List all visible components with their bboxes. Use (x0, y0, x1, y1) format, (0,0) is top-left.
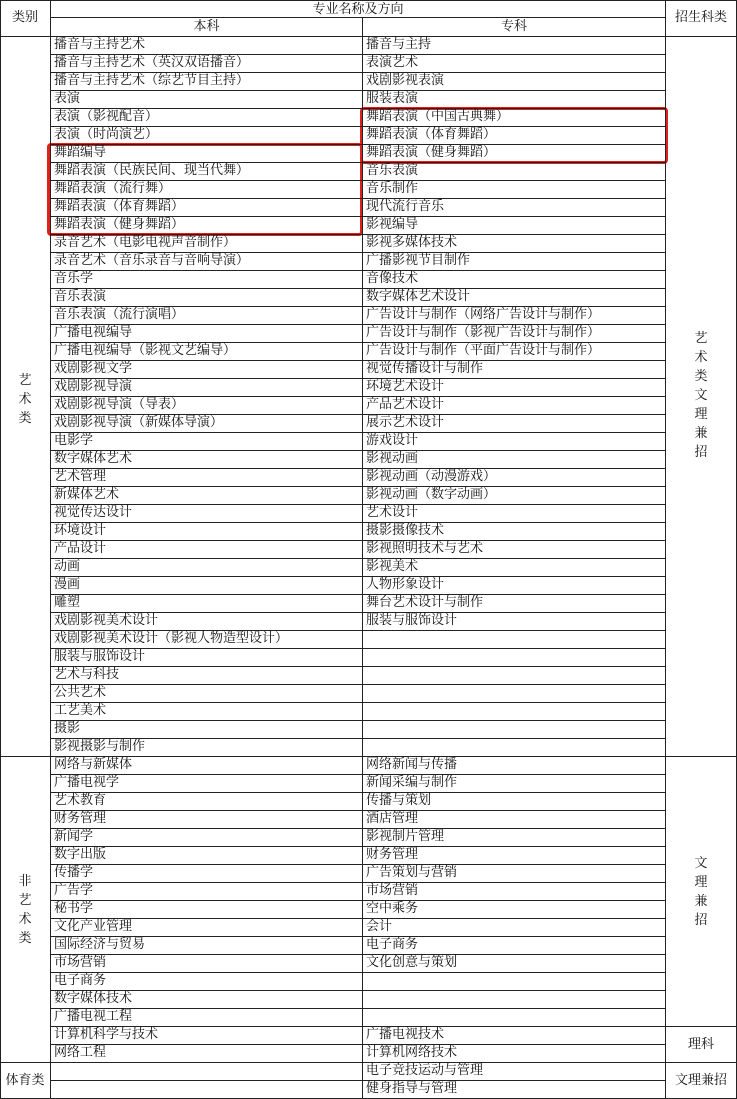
header-major-group: 专业名称及方向 (312, 2, 404, 17)
header-admission: 招生科类 (674, 10, 727, 25)
grid-hline (363, 288, 665, 289)
vocational-major-row: 广告设计与制作（影视广告设计与制作） (366, 325, 601, 340)
vocational-major-row: 广告策划与营销 (366, 865, 458, 880)
grid-hline (363, 108, 665, 109)
vocational-major-row: 音像技术 (366, 271, 419, 286)
grid-hline (51, 504, 362, 505)
undergrad-major-row: 广告学 (54, 883, 94, 898)
undergrad-major-row: 音乐表演 (54, 289, 107, 304)
grid-hline (51, 720, 362, 721)
undergrad-major-row: 表演（时尚演艺） (54, 127, 159, 142)
grid-hline (363, 540, 665, 541)
vocational-major-row: 艺术设计 (366, 505, 419, 520)
grid-hline (363, 324, 665, 325)
grid-hline (363, 72, 665, 73)
vocational-major-row: 产品艺术设计 (366, 397, 445, 412)
grid-hline (363, 54, 665, 55)
vocational-major-row: 服装与服饰设计 (366, 613, 458, 628)
undergrad-major-row: 视觉传达设计 (54, 505, 133, 520)
vocational-major-row: 文化创意与策划 (366, 955, 458, 970)
vocational-major-row: 舞蹈表演（中国古典舞） (366, 109, 510, 124)
grid-hline (363, 954, 665, 955)
grid-hline (363, 648, 665, 649)
undergrad-major-row: 广播电视学 (54, 775, 120, 790)
grid-hline (363, 468, 665, 469)
undergrad-major-row: 播音与主持艺术（综艺节目主持） (54, 73, 250, 88)
undergrad-major-row: 传播学 (54, 865, 94, 880)
grid-hline (363, 684, 665, 685)
grid-vline (665, 0, 666, 1098)
admission-art: 艺术类文理兼招 (694, 331, 708, 460)
grid-hline (363, 144, 665, 145)
vocational-major-row: 影视制片管理 (366, 829, 445, 844)
grid-hline (51, 1062, 362, 1063)
grid-hline (51, 90, 362, 91)
vocational-major-row: 广告设计与制作（网络广告设计与制作） (366, 307, 601, 322)
grid-hline (363, 792, 665, 793)
grid-hline (51, 738, 362, 739)
vocational-major-row: 视觉传播设计与制作 (366, 361, 484, 376)
grid-hline (363, 126, 665, 127)
grid-hline (363, 666, 665, 667)
grid-hline (51, 270, 362, 271)
grid-hline (363, 594, 665, 595)
undergrad-major-row: 电影学 (54, 433, 94, 448)
undergrad-major-row: 雕塑 (54, 595, 81, 610)
vocational-major-row: 服装表演 (366, 91, 419, 106)
grid-hline (363, 216, 665, 217)
grid-hline (51, 468, 362, 469)
grid-hline (363, 864, 665, 865)
vocational-major-row: 影视多媒体技术 (366, 235, 458, 250)
undergrad-major-row: 新闻学 (54, 829, 94, 844)
undergrad-major-row: 产品设计 (54, 541, 107, 556)
grid-hline (51, 900, 362, 901)
undergrad-major-row: 摄影 (54, 721, 81, 736)
grid-hline (51, 252, 362, 253)
undergrad-major-row: 工艺美术 (54, 703, 107, 718)
grid-hline (363, 1062, 665, 1063)
grid-hline (51, 234, 362, 235)
undergrad-major-row: 舞蹈表演（体育舞蹈） (54, 199, 185, 214)
grid-hline (51, 666, 362, 667)
undergrad-major-row: 数字出版 (54, 847, 107, 862)
grid-hline (665, 1062, 737, 1063)
grid-hline (363, 756, 665, 757)
grid-hline (51, 414, 362, 415)
undergrad-major-row: 数字媒体艺术 (54, 451, 133, 466)
grid-hline (51, 17, 665, 18)
grid-hline (51, 972, 362, 973)
grid-hline (363, 810, 665, 811)
vocational-major-row: 影视动画（数字动画） (366, 487, 497, 502)
grid-hline (363, 972, 665, 973)
vocational-major-row: 游戏设计 (366, 433, 419, 448)
grid-hline (51, 846, 362, 847)
category-sports: 体育类 (5, 1073, 45, 1088)
undergrad-major-row: 戏剧影视文学 (54, 361, 133, 376)
vocational-major-row: 影视美术 (366, 559, 419, 574)
vocational-major-row: 影视动画 (366, 451, 419, 466)
grid-hline (51, 864, 362, 865)
grid-hline (51, 432, 362, 433)
undergrad-major-row: 影视摄影与制作 (54, 739, 146, 754)
undergrad-major-row: 音乐学 (54, 271, 94, 286)
grid-hline (51, 288, 362, 289)
grid-hline (363, 486, 665, 487)
undergrad-major-row: 戏剧影视导演 (54, 379, 133, 394)
vocational-major-row: 计算机网络技术 (366, 1045, 458, 1060)
undergrad-major-row: 公共艺术 (54, 685, 107, 700)
undergrad-major-row: 戏剧影视美术设计 (54, 613, 159, 628)
undergrad-major-row: 艺术与科技 (54, 667, 120, 682)
grid-hline (51, 144, 362, 145)
grid-hline (51, 936, 362, 937)
undergrad-major-row: 艺术教育 (54, 793, 107, 808)
grid-hline (363, 630, 665, 631)
grid-hline (51, 1044, 362, 1045)
header-category: 类别 (11, 10, 38, 25)
grid-hline (51, 180, 362, 181)
admission-non-art: 文理兼招 (694, 856, 708, 928)
grid-hline (0, 0, 737, 1)
undergrad-major-row: 舞蹈表演（流行舞） (54, 181, 172, 196)
header-undergrad: 本科 (193, 19, 220, 34)
grid-hline (363, 558, 665, 559)
grid-hline (51, 306, 362, 307)
undergrad-major-row: 广播电视编导 (54, 325, 133, 340)
grid-vline (0, 0, 1, 1098)
grid-hline (363, 180, 665, 181)
grid-hline (0, 1062, 51, 1063)
grid-hline (51, 576, 362, 577)
vocational-major-row: 广播影视节目制作 (366, 253, 471, 268)
grid-hline (363, 720, 665, 721)
grid-hline (51, 324, 362, 325)
grid-hline (51, 630, 362, 631)
vocational-major-row: 电子竞技运动与管理 (366, 1063, 484, 1078)
grid-hline (51, 486, 362, 487)
undergrad-major-row: 音乐表演（流行演唱） (54, 307, 185, 322)
grid-hline (51, 702, 362, 703)
grid-hline (51, 450, 362, 451)
grid-hline (51, 162, 362, 163)
grid-hline (51, 360, 362, 361)
admission-sports: 文理兼招 (674, 1073, 727, 1088)
vocational-major-row: 展示艺术设计 (366, 415, 445, 430)
grid-hline (363, 342, 665, 343)
vocational-major-row: 数字媒体艺术设计 (366, 289, 471, 304)
undergrad-major-row: 市场营销 (54, 955, 107, 970)
vocational-major-row: 音乐制作 (366, 181, 419, 196)
vocational-major-row: 音乐表演 (366, 163, 419, 178)
admission-science: 理科 (687, 1037, 714, 1052)
grid-hline (51, 342, 362, 343)
vocational-major-row: 传播与策划 (366, 793, 432, 808)
undergrad-major-row: 财务管理 (54, 811, 107, 826)
grid-hline (363, 414, 665, 415)
undergrad-major-row: 舞蹈编导 (54, 145, 107, 160)
category-non-art: 非艺术类 (18, 874, 32, 946)
grid-hline (363, 504, 665, 505)
undergrad-major-row: 戏剧影视美术设计（影视人物造型设计） (54, 631, 289, 646)
grid-hline (363, 450, 665, 451)
grid-hline (363, 522, 665, 523)
grid-hline (363, 900, 665, 901)
grid-hline (0, 36, 737, 37)
grid-hline (363, 882, 665, 883)
vocational-major-row: 现代流行音乐 (366, 199, 445, 214)
grid-hline (665, 1026, 737, 1027)
grid-hline (51, 684, 362, 685)
undergrad-major-row: 服装与服饰设计 (54, 649, 146, 664)
vocational-major-row: 健身指导与管理 (366, 1081, 458, 1096)
grid-hline (51, 54, 362, 55)
grid-hline (51, 828, 362, 829)
grid-hline (51, 792, 362, 793)
vocational-major-row: 会计 (366, 919, 393, 934)
grid-hline (51, 216, 362, 217)
undergrad-major-row: 计算机科学与技术 (54, 1027, 159, 1042)
grid-hline (665, 756, 737, 757)
grid-hline (51, 918, 362, 919)
grid-hline (363, 612, 665, 613)
grid-hline (51, 954, 362, 955)
grid-hline (363, 1044, 665, 1045)
vocational-major-row: 人物形象设计 (366, 577, 445, 592)
grid-hline (51, 1026, 362, 1027)
grid-hline (363, 774, 665, 775)
undergrad-major-row: 录音艺术（音乐录音与音响导演） (54, 253, 250, 268)
grid-hline (363, 234, 665, 235)
undergrad-major-row: 戏剧影视导演（新媒体导演） (54, 415, 224, 430)
vocational-major-row: 舞蹈表演（体育舞蹈） (366, 127, 497, 142)
grid-hline (51, 558, 362, 559)
grid-hline (51, 882, 362, 883)
grid-hline (363, 1026, 665, 1027)
undergrad-major-row: 数字媒体技术 (54, 991, 133, 1006)
undergrad-major-row: 广播电视工程 (54, 1009, 133, 1024)
vocational-major-row: 影视编导 (366, 217, 419, 232)
undergrad-major-row: 播音与主持艺术 (54, 37, 146, 52)
vocational-major-row: 广播电视技术 (366, 1027, 445, 1042)
grid-hline (51, 108, 362, 109)
grid-hline (363, 162, 665, 163)
undergrad-major-row: 新媒体艺术 (54, 487, 120, 502)
vocational-major-row: 表演艺术 (366, 55, 419, 70)
grid-hline (51, 990, 362, 991)
vocational-major-row: 摄影摄像技术 (366, 523, 445, 538)
grid-hline (363, 378, 665, 379)
undergrad-major-row: 舞蹈表演（健身舞蹈） (54, 217, 185, 232)
vocational-major-row: 环境艺术设计 (366, 379, 445, 394)
header-vocational: 专科 (500, 19, 527, 34)
grid-hline (51, 594, 362, 595)
grid-vline (50, 0, 51, 1098)
vocational-major-row: 网络新闻与传播 (366, 757, 458, 772)
undergrad-major-row: 播音与主持艺术（英汉双语播音） (54, 55, 250, 70)
grid-hline (51, 540, 362, 541)
vocational-major-row: 空中乘务 (366, 901, 419, 916)
grid-hline (51, 648, 362, 649)
grid-hline (51, 72, 362, 73)
grid-hline (363, 990, 665, 991)
grid-hline (51, 756, 362, 757)
undergrad-major-row: 国际经济与贸易 (54, 937, 146, 952)
grid-hline (363, 1080, 665, 1081)
grid-hline (51, 378, 362, 379)
undergrad-major-row: 舞蹈表演（民族民间、现当代舞） (54, 163, 250, 178)
grid-hline (363, 90, 665, 91)
grid-hline (363, 198, 665, 199)
vocational-major-row: 新闻采编与制作 (366, 775, 458, 790)
vocational-major-row: 酒店管理 (366, 811, 419, 826)
undergrad-major-row: 广播电视编导（影视文艺编导） (54, 343, 237, 358)
grid-hline (51, 198, 362, 199)
category-art: 艺术类 (18, 373, 32, 426)
undergrad-major-row: 表演（影视配音） (54, 109, 159, 124)
vocational-major-row: 财务管理 (366, 847, 419, 862)
grid-hline (363, 252, 665, 253)
grid-hline (51, 126, 362, 127)
grid-hline (51, 1080, 362, 1081)
undergrad-major-row: 录音艺术（电影电视声音制作） (54, 235, 237, 250)
grid-hline (51, 774, 362, 775)
grid-hline (363, 270, 665, 271)
grid-hline (363, 936, 665, 937)
grid-hline (363, 1008, 665, 1009)
grid-hline (363, 432, 665, 433)
grid-hline (363, 576, 665, 577)
grid-hline (51, 810, 362, 811)
vocational-major-row: 舞台艺术设计与制作 (366, 595, 484, 610)
undergrad-major-row: 表演 (54, 91, 81, 106)
undergrad-major-row: 网络与新媒体 (54, 757, 133, 772)
vocational-major-row: 广告设计与制作（平面广告设计与制作） (366, 343, 601, 358)
grid-hline (363, 918, 665, 919)
grid-hline (51, 522, 362, 523)
undergrad-major-row: 文化产业管理 (54, 919, 133, 934)
undergrad-major-row: 艺术管理 (54, 469, 107, 484)
undergrad-major-row: 动画 (54, 559, 81, 574)
vocational-major-row: 影视照明技术与艺术 (366, 541, 484, 556)
undergrad-major-row: 戏剧影视导演（导表） (54, 397, 185, 412)
grid-hline (363, 702, 665, 703)
grid-hline (51, 1008, 362, 1009)
grid-hline (363, 306, 665, 307)
vocational-major-row: 电子商务 (366, 937, 419, 952)
undergrad-major-row: 秘书学 (54, 901, 94, 916)
grid-hline (51, 396, 362, 397)
grid-hline (363, 828, 665, 829)
vocational-major-row: 市场营销 (366, 883, 419, 898)
grid-hline (363, 396, 665, 397)
undergrad-major-row: 漫画 (54, 577, 81, 592)
grid-hline (51, 612, 362, 613)
grid-hline (363, 360, 665, 361)
vocational-major-row: 舞蹈表演（健身舞蹈） (366, 145, 497, 160)
vocational-major-row: 播音与主持 (366, 37, 432, 52)
vocational-major-row: 影视动画（动漫游戏） (366, 469, 497, 484)
undergrad-major-row: 电子商务 (54, 973, 107, 988)
grid-hline (363, 846, 665, 847)
grid-hline (363, 738, 665, 739)
vocational-major-row: 戏剧影视表演 (366, 73, 445, 88)
undergrad-major-row: 网络工程 (54, 1045, 107, 1060)
undergrad-major-row: 环境设计 (54, 523, 107, 538)
grid-hline (0, 756, 51, 757)
